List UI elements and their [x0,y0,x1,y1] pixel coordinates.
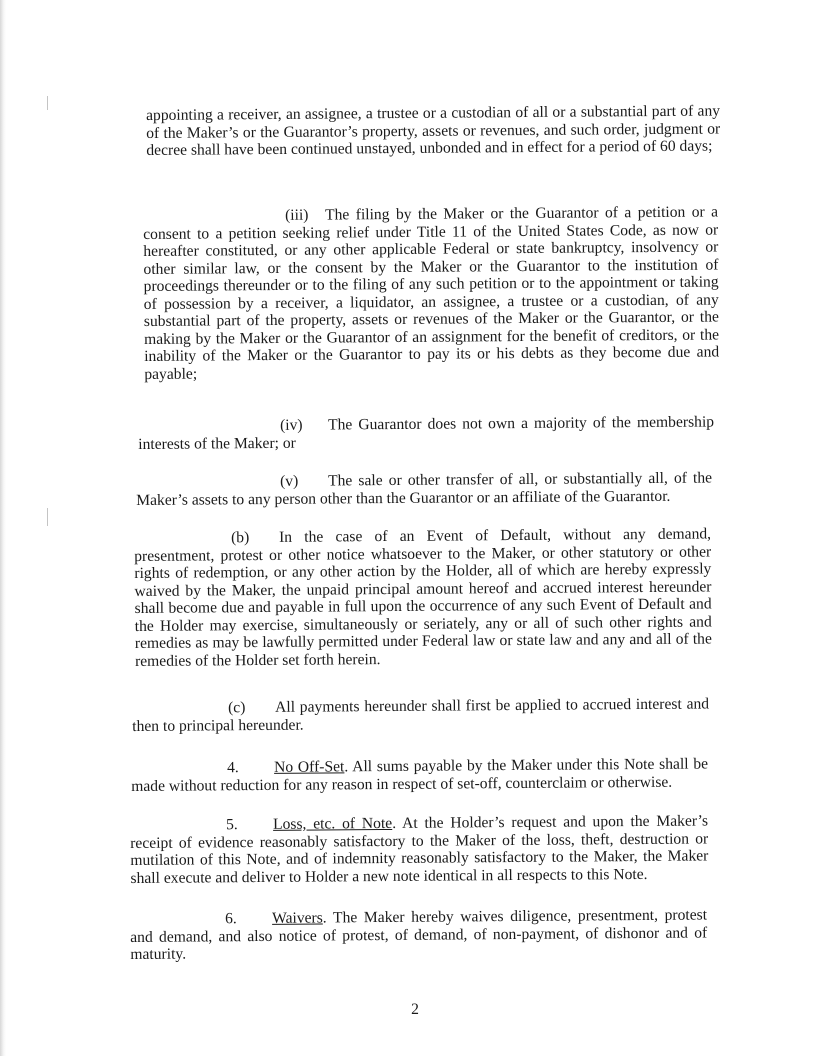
section-number: 6. [224,910,237,928]
page-number: 2 [411,1001,419,1018]
paragraph-text: appointing a receiver, an assignee, a trustee or a custodian of all or a substantial part of any of the Maker’s or the Guarantor’s property, assets or revenues, and such order, judgment or decree shall have been continued unstayed, unbonded and in effect for a period of 60 days; [146,102,721,159]
subsection-number: (b) [230,529,250,547]
section-text: . The Maker hereby waives diligence, presentment, protest and demand, and also notice of protest, of demand, of non-payment, of dishonor and of maturity. [130,906,708,963]
clause-number: (iii) [284,206,309,224]
clause-text: The sale or other transfer of all, or substantially all, of the Maker’s assets to any person other than the Guarantor or an affiliate of the Guarantor. [136,469,713,509]
scan-mark [47,508,48,526]
scan-mark [47,96,48,110]
section-heading: Waivers [271,909,323,927]
clause-text: The filing by the Maker or the Guarantor of a petition or a consent to a petition seeking relief under Title 11 of the United States Code, as now or hereafter constituted, or any other applicable Federal or state bankruptcy, insolvency or other similar law, or the consent by the Maker or the Guarantor to the institution of proceedings thereunder or to the filing of any such petition or to the appointment or taking of possession by a receiver, a liquidator, an assignee, a trustee or a custodian, of any substantial part of the property, assets or revenues of the Maker or the Guarantor, or the making by the Maker or the Guarantor of an assignment for the benefit of creditors, or the inability of the Maker or the Guarantor to pay its or his debts as they become due and payable; [143,203,720,383]
clause-text: The Guarantor does not own a majority of the membership interests of the Maker; or [138,413,715,453]
section-text: . All sums payable by the Maker under this Note shall be made without reduction for any reason in respect of set-off, counterclaim or otherwise. [131,755,709,795]
clause-iv [138,413,714,453]
section-number: 5. [225,816,238,834]
subsection-number: (c) [227,699,246,717]
clause-v [136,469,712,509]
subsection-b [134,525,712,670]
section-5 [130,812,709,887]
clause-number: (v) [279,472,299,490]
section-4 [131,755,708,795]
subsection-c [132,695,709,735]
section-6 [130,906,707,963]
paragraph-continued [146,102,720,159]
section-text: . At the Holder’s request and upon the Maker’s receipt of evidence reasonably satisfactory to the Maker of the loss, theft, destruction or mutilation of this Note, and of indemnity reasonably satisfactory to the Maker, the Maker shall execute and deliver to Holder a new note identical in all respects to this Note. [130,812,709,887]
section-heading: Loss, etc. of Note [272,814,393,833]
subsection-text: In the case of an Event of Default, without any demand, presentment, protest or other notice whatsoever to the Maker, or other statutory or other rights of redemption, or any other action by the Holder, all of which are hereby expressly waived by the Maker, the unpaid principal amount hereof and accrued interest hereunder shall become due and payable in full upon the occurrence of any such Event of Default and the Holder may exercise, simultaneously or seriately, any or all of such other rights and remedies as may be lawfully permitted under Federal law or state law and any and all of the remedies of the Holder set forth herein. [134,525,712,670]
scan-shadow-edge [0,0,6,1056]
subsection-text: All payments hereunder shall first be applied to accrued interest and then to principal hereunder. [132,695,710,735]
clause-number: (iv) [279,416,303,434]
clause-iii [143,203,719,383]
section-number: 4. [226,759,239,777]
section-heading: No Off-Set [273,758,345,776]
